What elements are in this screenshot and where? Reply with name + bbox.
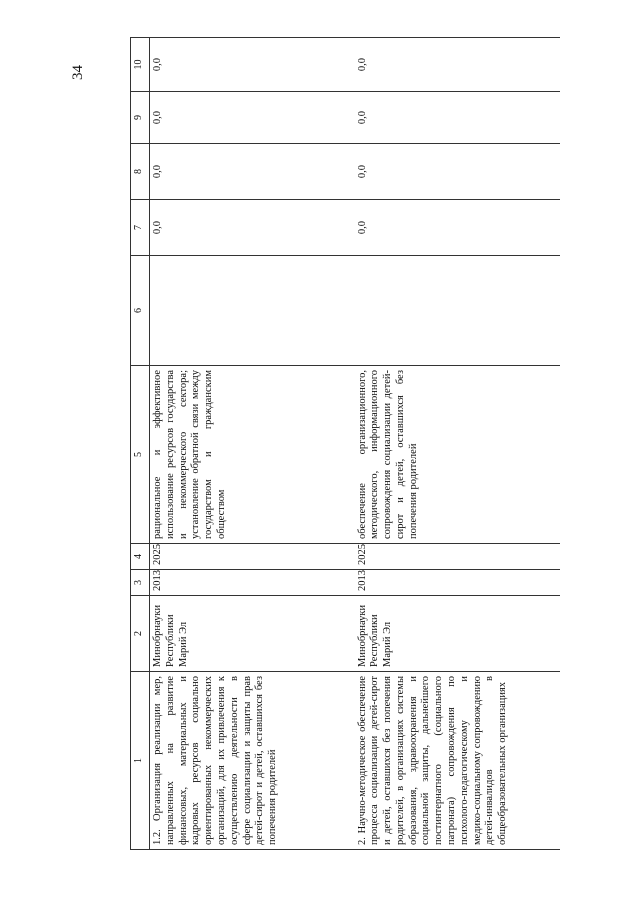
value-cell: 0,0 (150, 200, 355, 256)
table-row (355, 38, 560, 850)
value-cell: 0,0 (355, 38, 560, 92)
column-header: 1 (131, 672, 150, 850)
column-header: 10 (131, 38, 150, 92)
value-cell: 0,0 (150, 144, 355, 200)
table-cell (355, 256, 560, 366)
start-year-cell: 2013 (150, 570, 355, 596)
start-year-cell: 2013 (355, 570, 560, 596)
end-year-cell: 2025 (355, 544, 560, 570)
value-cell: 0,0 (150, 92, 355, 144)
table-cell (150, 256, 355, 366)
column-header: 2 (131, 596, 150, 672)
measure-name-cell: 2. Научно-методическое обеспечение процесса социализации детей-сирот и детей, оставшихся без попечения родителей, в организациях системы образования, здравоохранения и социальной защиты, дальнейшего постинтернатного (социального патроната) сопровождения по психолого-педагогическому и медико-социальному сопровождению детей-инвалидов в общеобразовательных организациях (355, 672, 560, 850)
column-header: 4 (131, 544, 150, 570)
expected-result-cell: рациональное и эффективное использование ресурсов государства и некоммерческого сектора; установление обратной связи между государством и гражданским обществом (150, 366, 355, 544)
column-header: 3 (131, 570, 150, 596)
column-header: 8 (131, 144, 150, 200)
column-header: 7 (131, 200, 150, 256)
program-table (130, 37, 560, 850)
column-header: 9 (131, 92, 150, 144)
expected-result-cell: обеспечение организационного, методического, информационного сопровождения социализации детей-сирот и детей, оставшихся без попечения родителей (355, 366, 560, 544)
executor-cell: Минобрнауки Республики Марий Эл (355, 596, 560, 672)
end-year-cell: 2025 (150, 544, 355, 570)
column-header: 5 (131, 366, 150, 544)
value-cell: 0,0 (355, 144, 560, 200)
header-row (131, 38, 150, 850)
value-cell: 0,0 (355, 200, 560, 256)
table-row (150, 38, 355, 850)
column-header: 6 (131, 256, 150, 366)
page-number: 34 (70, 65, 86, 80)
measure-name-cell: 1.2. Организация реализации мер, направленных на развитие финансовых, материальных и кадровых ресурсов социально ориентированных некоммерческих организаций, для их привлечения к осуществлению деятельности в сфере социализации и защиты прав детей-сирот и детей, оставшихся без попечения родителей (150, 672, 355, 850)
value-cell: 0,0 (355, 92, 560, 144)
rotated-table-wrapper (130, 38, 560, 850)
value-cell: 0,0 (150, 38, 355, 92)
executor-cell: Минобрнауки Республики Марий Эл (150, 596, 355, 672)
